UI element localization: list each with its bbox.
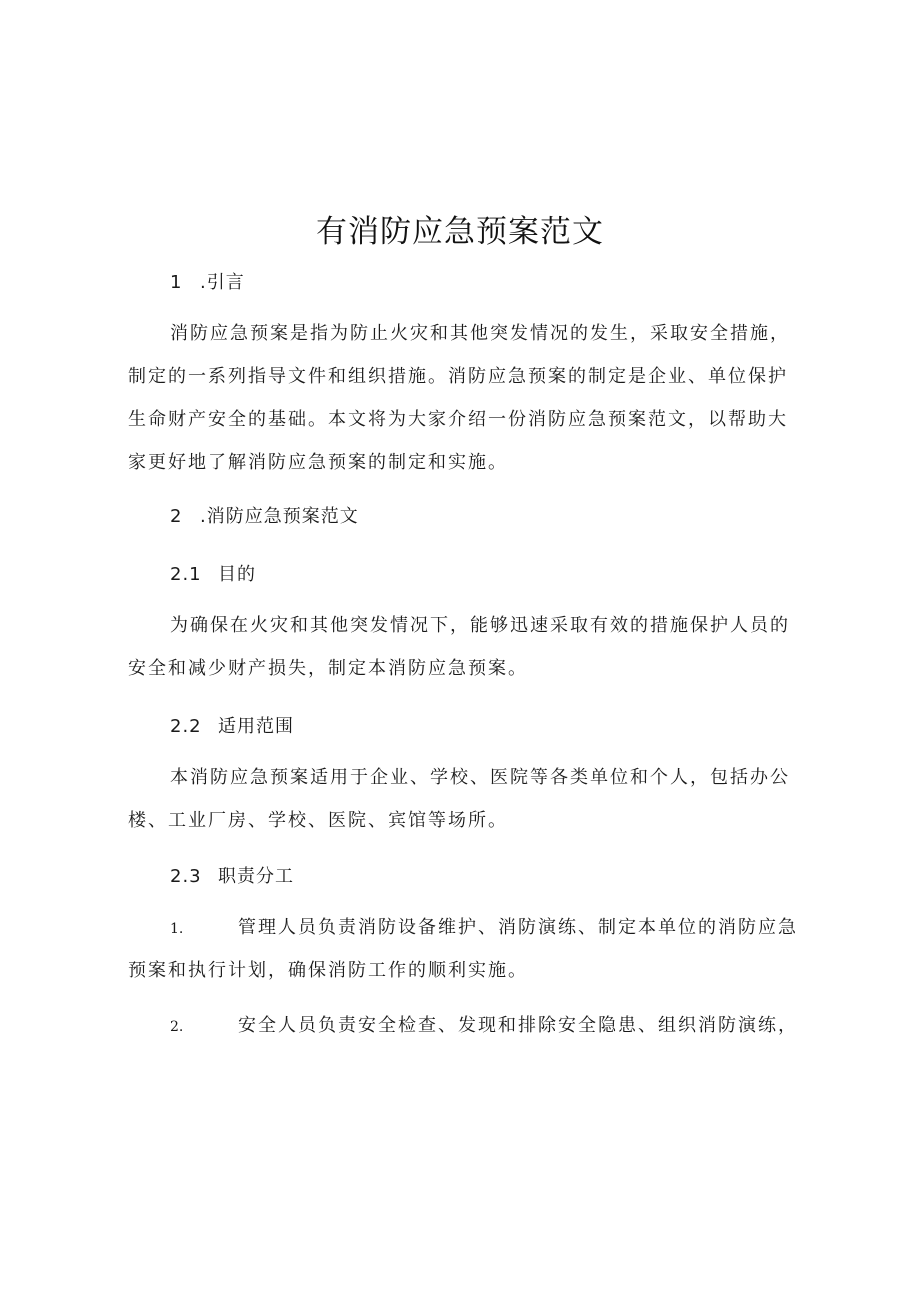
duty-item	[128, 1004, 800, 1047]
section-heading-purpose	[170, 562, 256, 588]
purpose-paragraph	[128, 604, 800, 690]
list-marker: 2.	[170, 1019, 184, 1035]
section-number: 2.2	[170, 716, 202, 737]
scope-paragraph	[128, 756, 800, 842]
duty-item	[128, 906, 800, 992]
section-heading-scope	[170, 714, 294, 740]
list-item-text: 安全人员负责安全检查、发现和排除安全隐患、组织消防演练，	[238, 1015, 798, 1036]
list-item-text: 预案和执行计划，确保消防工作的顺利实施。	[128, 960, 528, 981]
paragraph-line: 为确保在火灾和其他突发情况下，能够迅速采取有效的措施保护人员的	[170, 615, 790, 636]
section-title: 适用范围	[218, 716, 294, 737]
paragraph-line: 本消防应急预案适用于企业、学校、医院等各类单位和个人，包括办公	[170, 767, 790, 788]
section-heading-intro	[170, 270, 245, 296]
section-title: .引言	[200, 272, 245, 293]
paragraph-line: 消防应急预案是指为防止火灾和其他突发情况的发生，采取安全措施，	[170, 323, 790, 344]
paragraph-line: 制定的一系列指导文件和组织措施。消防应急预案的制定是企业、单位保护	[128, 366, 788, 387]
section-title: 目的	[218, 564, 256, 585]
section-number: 2.1	[170, 564, 202, 585]
list-marker: 1.	[170, 921, 184, 937]
section-heading-template	[170, 504, 359, 530]
paragraph-line: 家更好地了解消防应急预案的制定和实施。	[128, 452, 508, 473]
paragraph-line: 安全和减少财产损失，制定本消防应急预案。	[128, 658, 528, 679]
section-title: .消防应急预案范文	[200, 506, 359, 527]
section-title: 职责分工	[218, 866, 294, 887]
document-title: 有消防应急预案范文	[316, 214, 604, 250]
list-item-text: 管理人员负责消防设备维护、消防演练、制定本单位的消防应急	[238, 917, 798, 938]
section-number: 1	[170, 272, 183, 293]
paragraph-line: 楼、工业厂房、学校、医院、宾馆等场所。	[128, 810, 508, 831]
section-heading-duties	[170, 864, 294, 890]
section-number: 2	[170, 506, 183, 527]
section-number: 2.3	[170, 866, 202, 887]
paragraph-line: 生命财产安全的基础。本文将为大家介绍一份消防应急预案范文，以帮助大	[128, 409, 788, 430]
intro-paragraph	[128, 312, 800, 484]
